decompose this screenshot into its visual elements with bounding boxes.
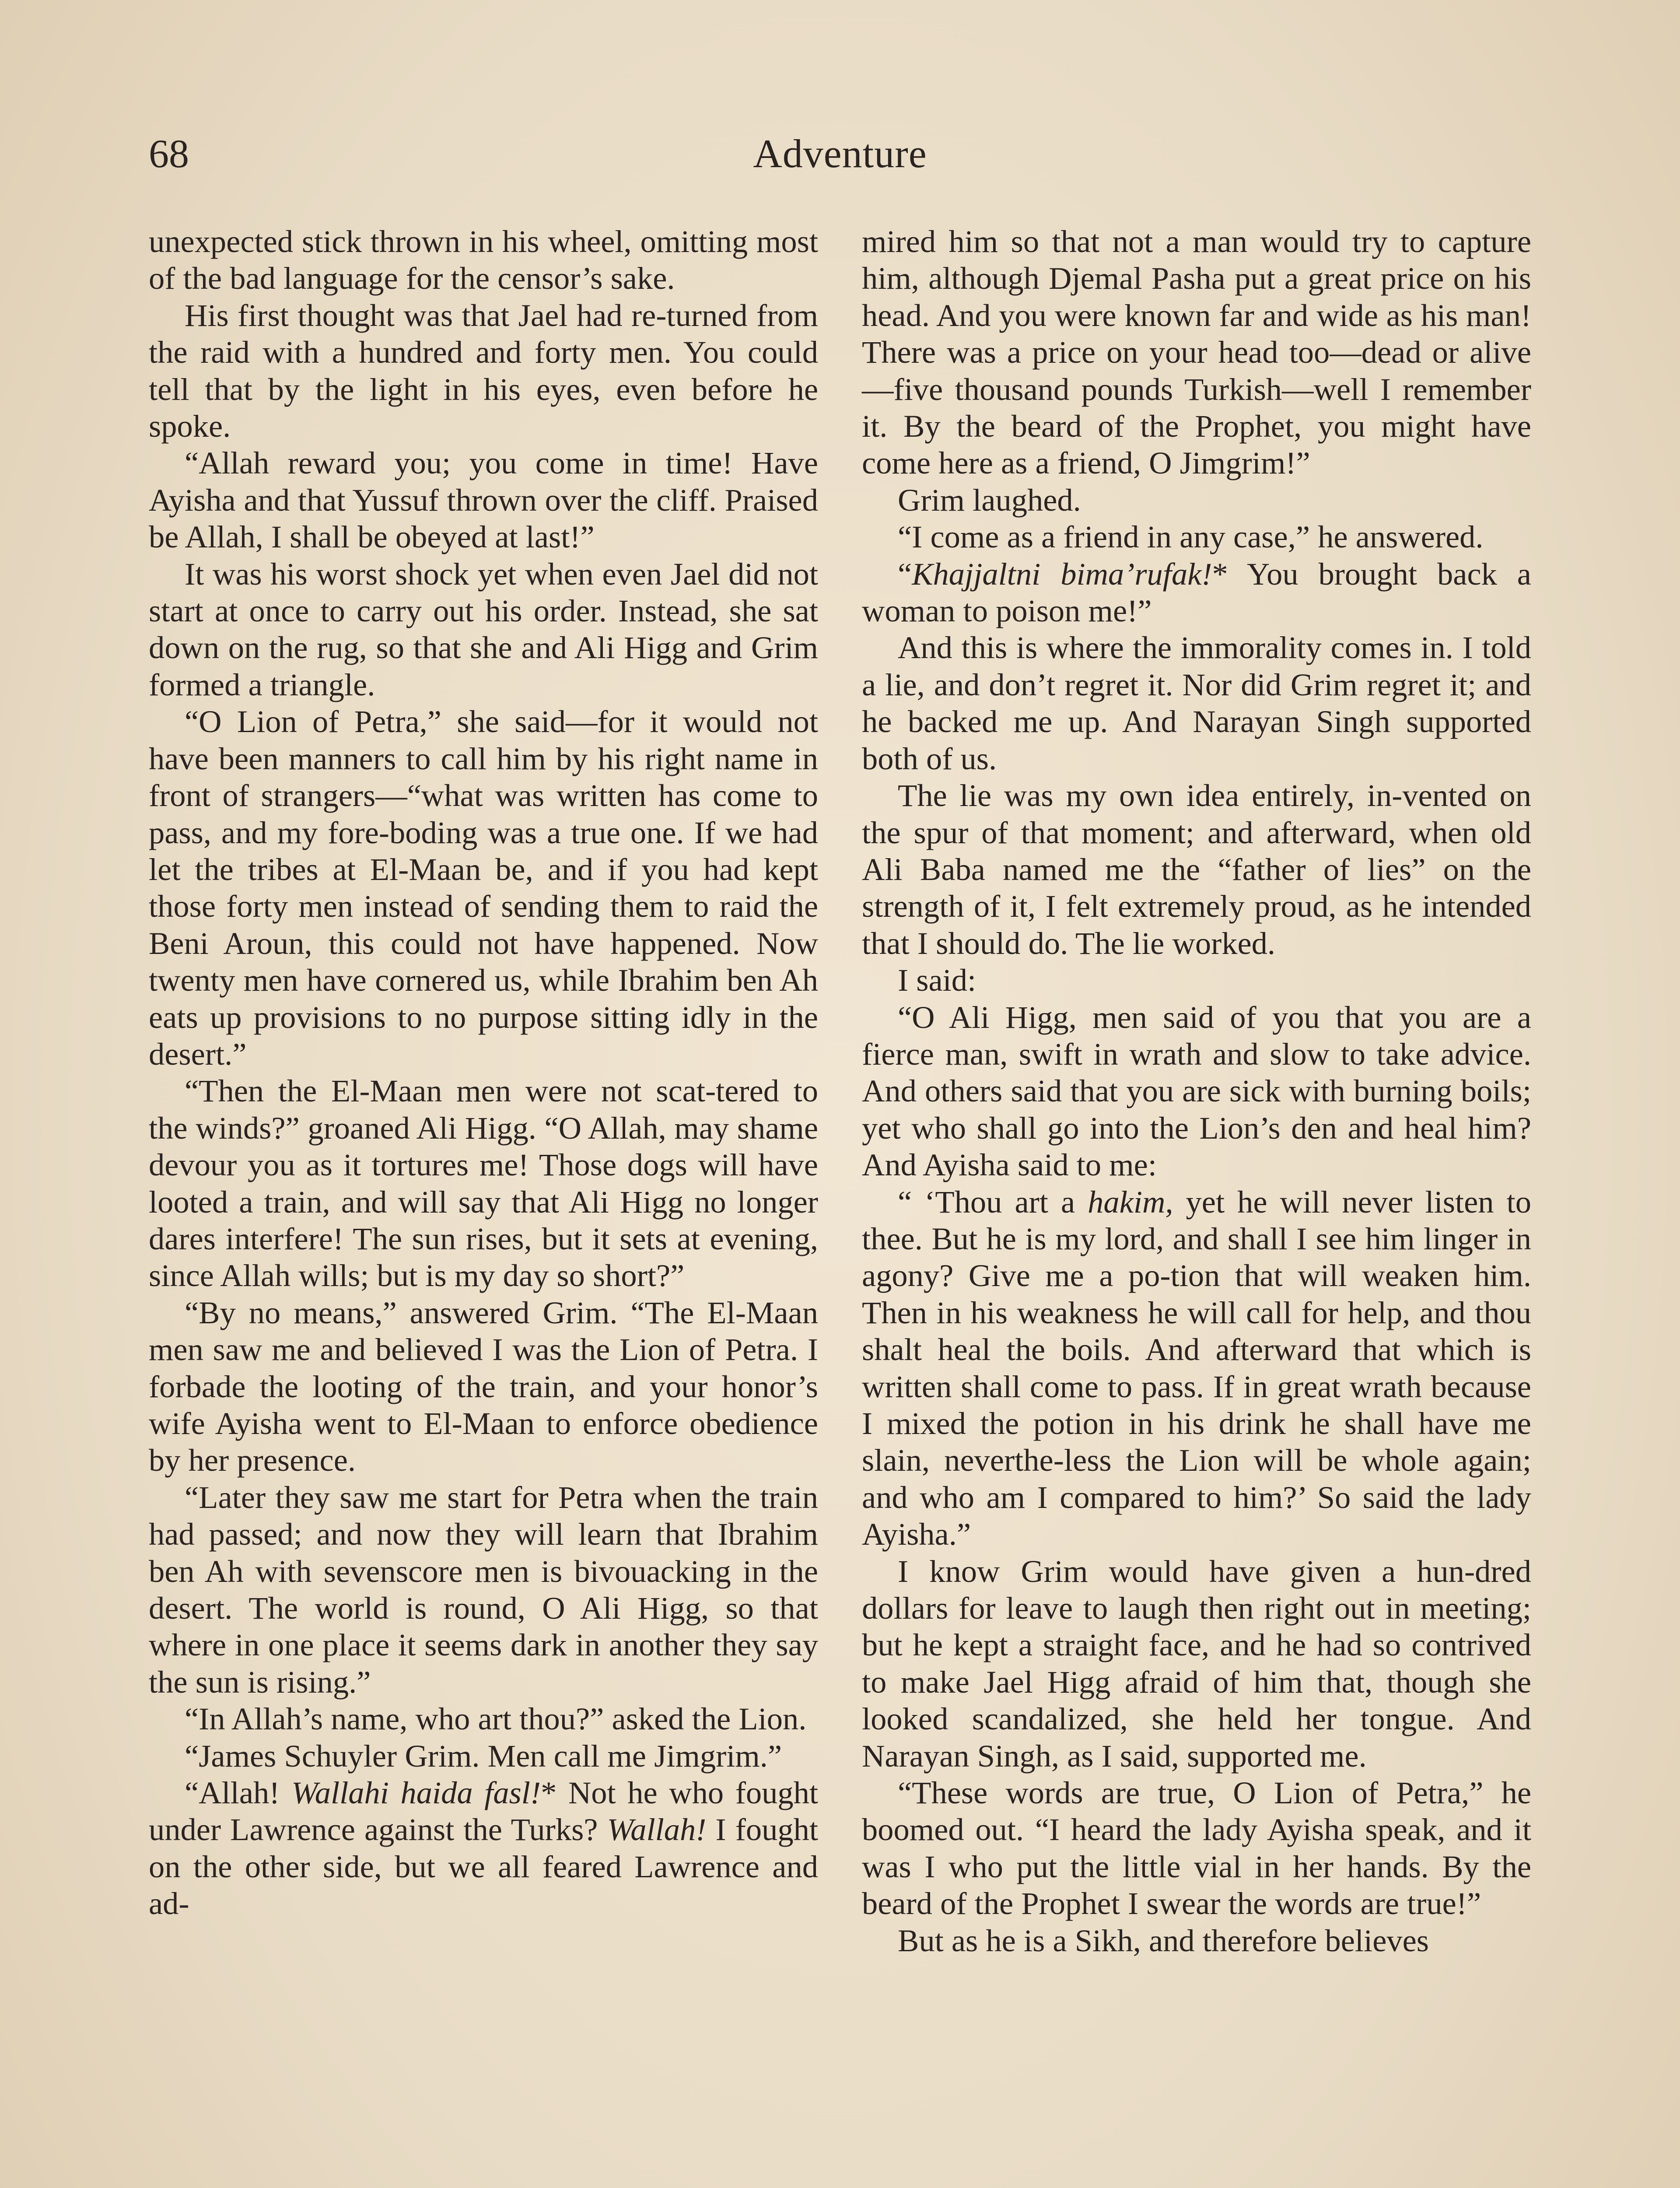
paragraph: But as he is a Sikh, and therefore believes <box>898 1922 1429 1958</box>
left-column <box>149 223 818 1922</box>
text-run: yet he will never listen to thee. But he is my lord, and shall I see him linger in agony? Give me a po-tion that will weaken him. Then in his weakness he will call for help, and thou shalt heal the boils. And afterward that which is written shall come to pass. If in great wrath because I mixed the potion in his drink he shall have me slain, neverthe-less the Lion will be whole again; and who am I compared to him?’ So said the lady Ayisha.” <box>862 1184 1531 1552</box>
right-column <box>862 223 1531 1959</box>
paragraph: “By no means,” answered Grim. “The El-Maan men saw me and believed I was the Lion of Petra. I forbade the looting of the train, and your honor’s wife Ayisha went to El-Maan to enforce obedience by her presence. <box>149 1294 818 1478</box>
paragraph: “O Ali Higg, men said of you that you are a fierce man, swift in wrath and slow to take advice. And others said that you are sick with burning boils; yet who shall go into the Lion’s den and heal him? And Ayisha said to me: <box>862 999 1531 1183</box>
text-run: “Allah! <box>185 1775 291 1811</box>
arabic-phrase: Wallah! <box>607 1812 707 1848</box>
paragraph: And this is where the immorality comes in. I told a lie, and don’t regret it. Nor did Grim regret it; and he backed me up. And Narayan Singh supported both of us. <box>862 630 1531 776</box>
arabic-phrase: Wallahi haida fasl! <box>291 1775 541 1811</box>
text-run: * Not he who fought under Lawrence against the Turks? <box>149 1775 819 1848</box>
text-run: “ <box>898 556 912 592</box>
paragraph <box>862 1184 1531 1553</box>
paragraph: “Later they saw me start for Petra when the train had passed; and now they will learn that Ibrahim ben Ah with sevenscore men is bivouacking in the desert. The world is round, O Ali Higg, so that where in one place it seems dark in another they say the sun is rising.” <box>149 1479 818 1700</box>
running-head: Adventure <box>753 131 927 176</box>
paragraph: “These words are true, O Lion of Petra,” he boomed out. “I heard the lady Ayisha speak, and it was I who put the little vial in her hands. By the beard of the Prophet I swear the words are true!” <box>862 1775 1531 1922</box>
text-run: I fought on the other side, but we all feared Lawrence and ad- <box>149 1812 819 1922</box>
paragraph: “James Schuyler Grim. Men call me Jimgrim.” <box>185 1738 782 1774</box>
paragraph: “Then the El-Maan men were not scat-tered to the winds?” groaned Ali Higg. “O Allah, may shame devour you as it tortures me! Those dogs will have looted a train, and will say that Ali Higg no longer dares interfere! The sun rises, but it sets at evening, since Allah wills; but is my day so short?” <box>149 1073 818 1294</box>
paragraph: It was his worst shock yet when even Jael did not start at once to carry out his order. Instead, she sat down on the rug, so that she and Ali Higg and Grim formed a triangle. <box>149 556 818 702</box>
arabic-phrase: hakim, <box>1088 1184 1173 1220</box>
paragraph: mired him so that not a man would try to capture him, although Djemal Pasha put a great price on his head. And you were known far and wide as his man! There was a price on your head too—dead or alive—five thousand pounds Turkish—well I remember it. By the beard of the Prophet, you might have come here as a friend, O Jimgrim!” <box>862 224 1531 481</box>
paragraph: unexpected stick thrown in his wheel, omitting most of the bad language for the censor’s sake. <box>149 224 818 296</box>
paragraph: Grim laughed. <box>898 482 1081 518</box>
arabic-phrase: Khajjaltni bima’rufak! <box>912 556 1212 592</box>
paragraph: “I come as a friend in any case,” he answered. <box>898 519 1484 555</box>
paragraph: His first thought was that Jael had re-turned from the raid with a hundred and forty men. You could tell that by the light in his eyes, even before he spoke. <box>149 297 818 444</box>
paragraph <box>862 556 1531 630</box>
paragraph: The lie was my own idea entirely, in-vented on the spur of that moment; and afterward, when old Ali Baba named me the “father of lies” on the strength of it, I felt extremely proud, as he intended that I should do. The lie worked. <box>862 778 1531 961</box>
paragraph: I know Grim would have given a hun-dred dollars for leave to laugh then right out in meeting; but he kept a straight face, and he had so contrived to make Jael Higg afraid of him that, though she looked scandalized, she held her tongue. And Narayan Singh, as I said, supported me. <box>862 1553 1531 1774</box>
text-run: “ ‘Thou art a <box>898 1184 1088 1220</box>
paragraph: “O Lion of Petra,” she said—for it would not have been manners to call him by his right name in front of strangers—“what was written has come to pass, and my fore-boding was a true one. If we had let the tribes at El-Maan be, and if you had kept those forty men instead of sending them to raid the Beni Aroun, this could not have happened. Now twenty men have cornered us, while Ibrahim ben Ah eats up provisions to no purpose sitting idly in the desert.” <box>149 704 818 1072</box>
page-number: 68 <box>149 131 189 176</box>
paragraph <box>149 1774 818 1922</box>
paragraph: “Allah reward you; you come in time! Have Ayisha and that Yussuf thrown over the cliff. Praised be Allah, I shall be obeyed at last!” <box>149 445 818 555</box>
paragraph: “In Allah’s name, who art thou?” asked the Lion. <box>185 1701 807 1737</box>
text-run: * You brought back a woman to poison me!” <box>862 556 1531 629</box>
paragraph: I said: <box>898 962 976 998</box>
